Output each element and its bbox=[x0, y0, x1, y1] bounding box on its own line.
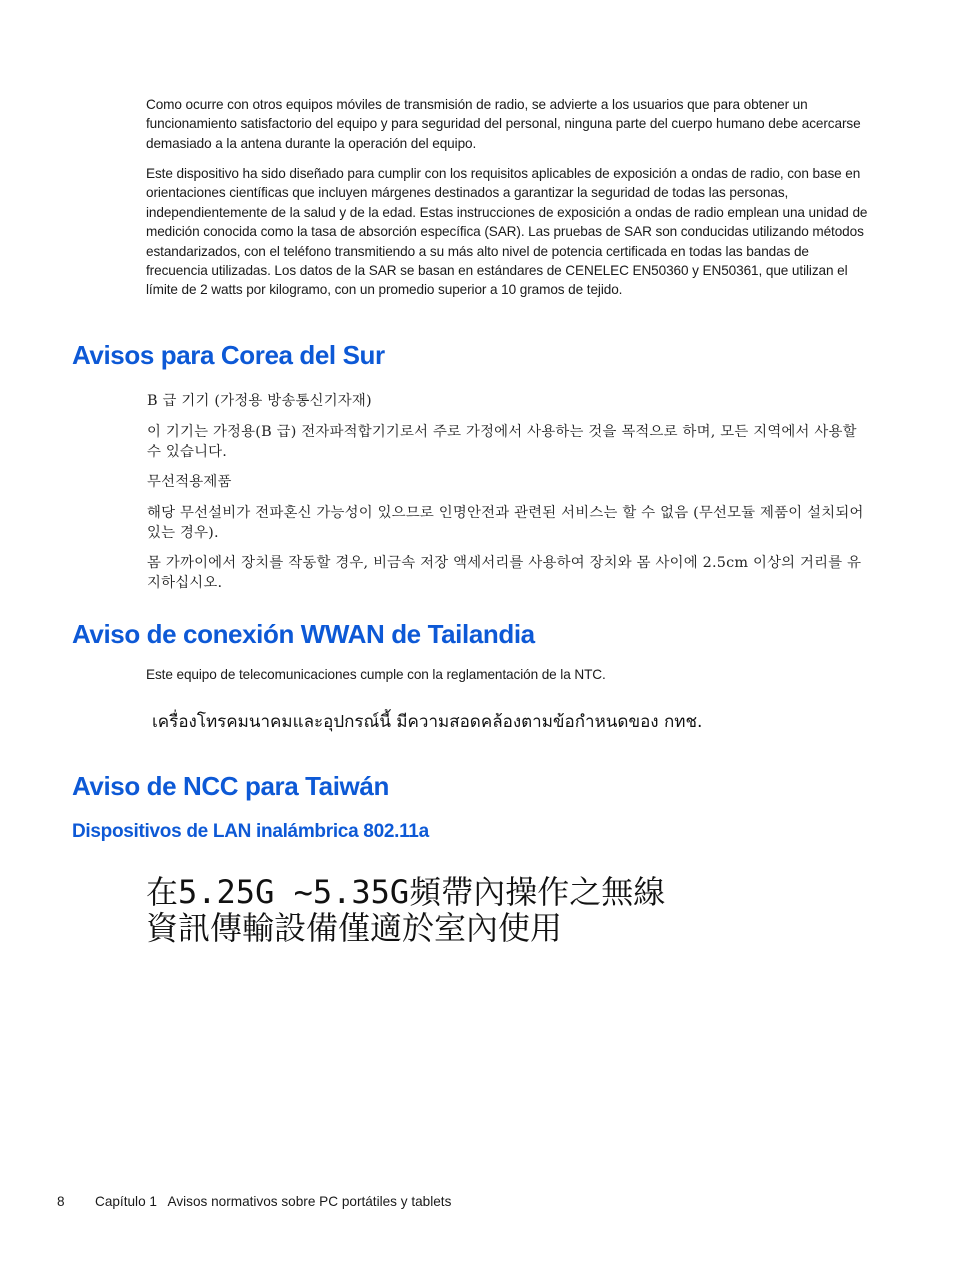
taiwan-cjk-line-1: 在5.25G ~5.35G頻帶內操作之無線 bbox=[146, 873, 666, 911]
heading-taiwan: Aviso de NCC para Taiwán bbox=[72, 771, 389, 801]
taiwan-cjk-line-2: 資訊傳輸設備僅適於室內使用 bbox=[146, 909, 563, 947]
korea-line-2: 이 기기는 가정용(B 급) 전자파적합기기로서 주로 가정에서 사용하는 것을 목적으로 하며, 모든 지역에서 사용할 수 있습니다. bbox=[147, 424, 857, 460]
thai-text: เครื่องโทรคมนาคมและอุปกรณ์นี้ มีความสอดคล้องตามข้อกำหนดของ กทช. bbox=[152, 712, 703, 732]
heading-thailand: Aviso de conexión WWAN de Tailandia bbox=[72, 619, 535, 649]
thailand-text: Este equipo de telecomunicaciones cumple con la reglamentación de la NTC. bbox=[146, 667, 606, 682]
korea-line-4: 해당 무선설비가 전파혼신 가능성이 있으므로 인명안전과 관련된 서비스는 할 수 없음 (무선모듈 제품이 설치되어 있는 경우). bbox=[147, 505, 864, 541]
intro-paragraph-1: Como ocurre con otros equipos móviles de transmisión de radio, se advierte a los usuarios que para obtener un funcionamiento satisfactorio del equipo y para seguridad del personal, ninguna parte del cuerpo humano debe acercarse demasiado a la antena durante la operación del equipo. bbox=[146, 97, 861, 151]
page-number: 8 bbox=[57, 1194, 65, 1209]
intro-paragraph-2: Este dispositivo ha sido diseñado para cumplir con los requisitos aplicables de exposición a ondas de radio, con base en orientaciones científicas que incluyen márgenes destinados a garantizar la seguridad de todas las personas, independientemente de la salud y de la edad. Estas instrucciones de exposición a ondas de radio emplean una unidad de medición conocida como la tasa de absorción específica (SAR). Las pruebas de SAR son conducidas utilizando métodos estandarizados, con el teléfono transmitiendo a su más alto nivel de potencia certificada en todas las bandas de frecuencia utilizadas. Los datos de la SAR se basan en estándares de CENELEC EN50360 y EN50361, que utilizan el límite de 2 watts por kilogramo, con un promedio superior a 10 gramos de tejido. bbox=[146, 166, 868, 298]
korea-line-1: B 급 기기 (가정용 방송통신기자재) bbox=[147, 393, 372, 409]
korea-line-3: 무선적용제품 bbox=[147, 474, 232, 490]
subheading-wlan: Dispositivos de LAN inalámbrica 802.11a bbox=[72, 821, 429, 842]
heading-korea: Avisos para Corea del Sur bbox=[72, 340, 385, 370]
korea-line-5: 몸 가까이에서 장치를 작동할 경우, 비금속 저장 액세서리를 사용하여 장치와 몸 사이에 2.5cm 이상의 거리를 유지하십시오. bbox=[147, 555, 862, 591]
footer-chapter: Capítulo 1 Avisos normativos sobre PC portátiles y tablets bbox=[95, 1194, 452, 1209]
